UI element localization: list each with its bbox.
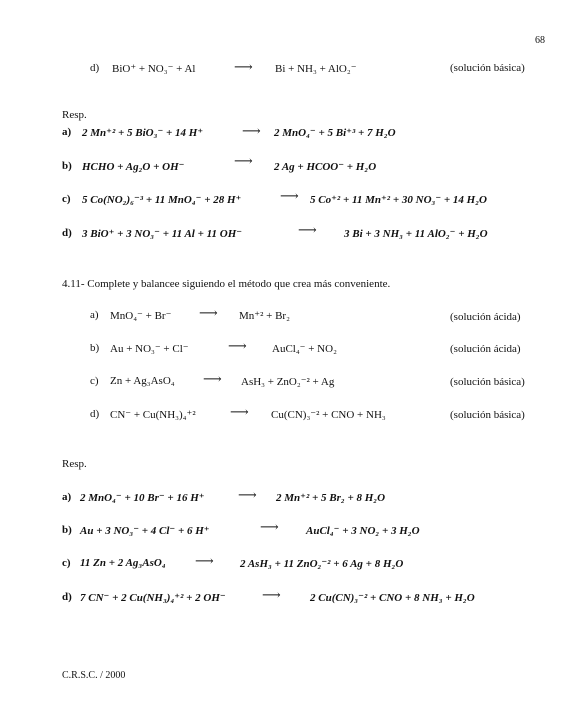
equation-lhs: 11 Zn + 2 Ag₃AsO₄ xyxy=(80,557,166,569)
equation-rhs: Bi + NH₃ + AlO₂⁻ xyxy=(275,63,357,75)
question-label: b) xyxy=(90,342,100,354)
equation-rhs: 2 MnO₄⁻ + 5 Bi⁺³ + 7 H₂O xyxy=(274,127,396,139)
reaction-arrow: ⟶ xyxy=(298,222,317,237)
equation-lhs: Au + NO₃⁻ + Cl⁻ xyxy=(110,343,189,355)
footer-text: C.R.S.C. / 2000 xyxy=(62,670,126,681)
question-label: d) xyxy=(90,408,100,420)
solution-condition: (solución ácida) xyxy=(450,343,521,355)
equation-rhs: 2 Cu(CN)₃⁻² + CNO + 8 NH₃ + H₂O xyxy=(310,592,475,604)
equation-rhs: Cu(CN)₃⁻² + CNO + NH₃ xyxy=(271,409,386,421)
question-label: d) xyxy=(90,62,100,74)
solution-condition: (solución ácida) xyxy=(450,311,521,323)
equation-lhs: 5 Co(NO₂)₆⁻³ + 11 MnO₄⁻ + 28 H⁺ xyxy=(82,194,242,206)
question-label: a) xyxy=(90,309,99,321)
reaction-arrow: ⟶ xyxy=(234,153,253,168)
question-label: c) xyxy=(90,375,99,387)
answer-label: c) xyxy=(62,557,71,569)
resp-title: Resp. xyxy=(62,458,87,470)
equation-rhs: 3 Bi + 3 NH₃ + 11 AlO₂⁻ + H₂O xyxy=(344,228,488,240)
equation-lhs: CN⁻ + Cu(NH₃)₄⁺² xyxy=(110,409,196,421)
equation-rhs: AuCl₄⁻ + 3 NO₂ + 3 H₂O xyxy=(306,525,420,537)
reaction-arrow: ⟶ xyxy=(203,371,222,386)
reaction-arrow: ⟶ xyxy=(228,338,247,353)
answer-label: a) xyxy=(62,491,72,503)
reaction-arrow: ⟶ xyxy=(280,188,299,203)
answer-label: d) xyxy=(62,591,72,603)
resp-title: Resp. xyxy=(62,109,87,121)
equation-rhs: AsH₃ + ZnO₂⁻² + Ag xyxy=(241,376,335,388)
answer-label: a) xyxy=(62,126,72,138)
solution-condition: (solución básica) xyxy=(450,376,525,388)
equation-lhs: 3 BiO⁺ + 3 NO₃⁻ + 11 Al + 11 OH⁻ xyxy=(82,228,243,240)
reaction-arrow: ⟶ xyxy=(262,587,281,602)
equation-rhs: 5 Co⁺² + 11 Mn⁺² + 30 NO₃⁻ + 14 H₂O xyxy=(310,194,488,206)
reaction-arrow: ⟶ xyxy=(234,59,253,74)
equation-lhs: MnO₄⁻ + Br⁻ xyxy=(110,310,172,322)
reaction-arrow: ⟶ xyxy=(230,404,249,419)
answer-label: d) xyxy=(62,227,72,239)
equation-rhs: Mn⁺² + Br₂ xyxy=(239,310,290,322)
equation-lhs: Au + 3 NO₃⁻ + 4 Cl⁻ + 6 H⁺ xyxy=(80,525,210,537)
equation-lhs: 2 Mn⁺² + 5 BiO₃⁻ + 14 H⁺ xyxy=(82,127,204,139)
solution-condition: (solución básica) xyxy=(450,409,525,421)
equation-lhs: 7 CN⁻ + 2 Cu(NH₃)₄⁺² + 2 OH⁻ xyxy=(80,592,226,604)
reaction-arrow: ⟶ xyxy=(242,123,261,138)
equation-rhs: 2 Ag + HCOO⁻ + H₂O xyxy=(274,161,377,173)
equation-rhs: 2 Mn⁺² + 5 Br₂ + 8 H₂O xyxy=(276,492,386,504)
equation-rhs: AuCl₄⁻ + NO₂ xyxy=(272,343,337,355)
reaction-arrow: ⟶ xyxy=(195,553,214,568)
equation-lhs: HCHO + Ag₂O + OH⁻ xyxy=(82,161,185,173)
answer-label: b) xyxy=(62,524,72,536)
answer-label: c) xyxy=(62,193,71,205)
equation-lhs: Zn + Ag₃AsO₄ xyxy=(110,375,175,387)
equation-lhs: BiO⁺ + NO₃⁻ + Al xyxy=(112,63,196,75)
section-title: 4.11- Complete y balancee siguiendo el método que crea más conveniente. xyxy=(62,278,391,290)
equation-rhs: 2 AsH₃ + 11 ZnO₂⁻² + 6 Ag + 8 H₂O xyxy=(240,558,404,570)
equation-lhs: 2 MnO₄⁻ + 10 Br⁻ + 16 H⁺ xyxy=(80,492,205,504)
reaction-arrow: ⟶ xyxy=(199,305,218,320)
answer-label: b) xyxy=(62,160,72,172)
page-number: 68 xyxy=(535,35,545,46)
solution-condition: (solución básica) xyxy=(450,62,525,74)
reaction-arrow: ⟶ xyxy=(260,519,279,534)
reaction-arrow: ⟶ xyxy=(238,487,257,502)
